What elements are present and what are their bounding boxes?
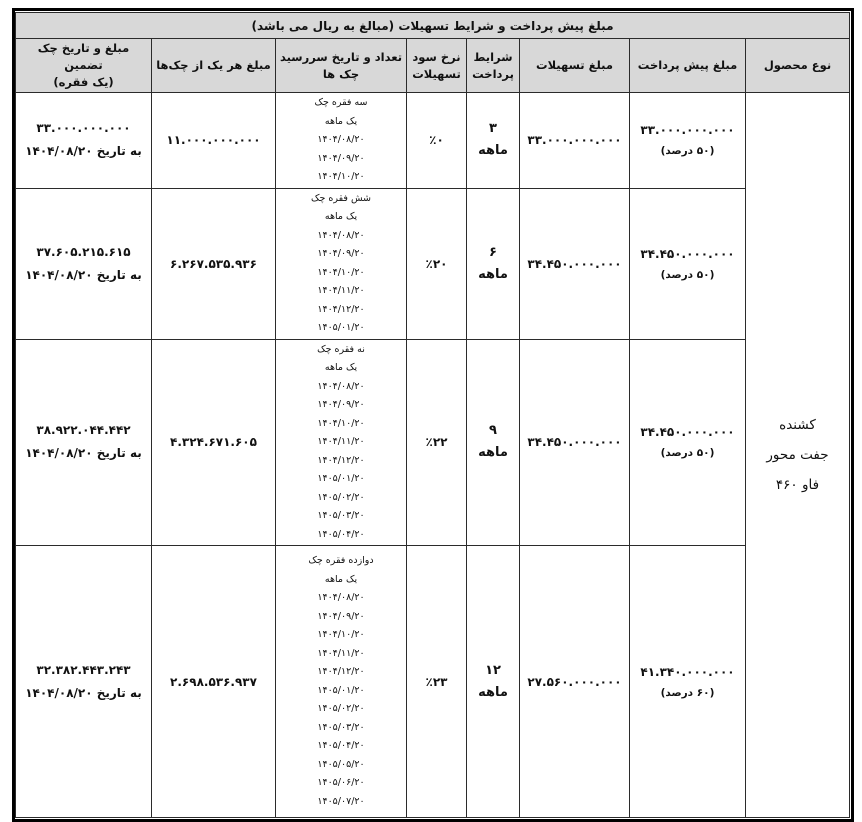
- cell-payment-term: [467, 93, 520, 189]
- cell-guarantee-check: [16, 339, 152, 546]
- cell-checks-schedule: سه فقره چک یک ماهه ۱۴۰۴/۰۸/۲۰ ۱۴۰۴/۰۹/۲۰ ۱۴۰۴/۱۰/۲۰: [276, 93, 407, 189]
- interest-rate-value: ٪۲۰: [425, 256, 448, 271]
- facility-amount: ۳۳.۰۰۰.۰۰۰.۰۰۰: [527, 133, 622, 148]
- payment-terms-table: [15, 12, 850, 818]
- cell-facility-amount: [520, 93, 630, 189]
- cell-checks-schedule: شش فقره چک یک ماهه ۱۴۰۴/۰۸/۲۰ ۱۴۰۴/۰۹/۲۰ ۱۴۰۴/۱۰/۲۰ ۱۴۰۴/۱۱/۲۰ ۱۴۰۴/۱۲/۲۰ ۱۴۰۵/۰۱/۲۰: [276, 188, 407, 339]
- interest-rate-value: ٪۰: [429, 133, 444, 148]
- facility-amount: ۳۴.۴۵۰.۰۰۰.۰۰۰: [527, 256, 622, 271]
- cell-facility-amount: [520, 339, 630, 546]
- table-header-row: [16, 39, 850, 93]
- term-unit: ماهه: [478, 266, 508, 282]
- guarantee-date: به تاریخ ۱۴۰۴/۰۸/۲۰: [25, 267, 142, 282]
- facility-amount: ۲۷.۵۶۰.۰۰۰.۰۰۰: [527, 674, 622, 689]
- cell-interest-rate: [407, 188, 467, 339]
- header-facility: مبلغ تسهیلات: [520, 39, 630, 93]
- down-payment-percent: (۵۰ درصد): [660, 268, 715, 281]
- table-row: [16, 188, 850, 339]
- header-check-amount: مبلغ هر یک از چک‌ها: [152, 39, 276, 93]
- guarantee-date: به تاریخ ۱۴۰۴/۰۸/۲۰: [25, 144, 142, 159]
- guarantee-date: به تاریخ ۱۴۰۴/۰۸/۲۰: [25, 446, 142, 461]
- table-title-row: [16, 13, 850, 39]
- term-months: ۱۲: [485, 662, 501, 678]
- cell-payment-term: [467, 188, 520, 339]
- cell-check-amount: [152, 339, 276, 546]
- cell-down-payment: [630, 546, 746, 818]
- cell-check-amount: [152, 93, 276, 189]
- guarantee-date: به تاریخ ۱۴۰۴/۰۸/۲۰: [25, 685, 142, 700]
- cell-down-payment: [630, 188, 746, 339]
- term-months: ۳: [489, 121, 497, 137]
- cell-interest-rate: [407, 93, 467, 189]
- down-payment-percent: (۵۰ درصد): [660, 145, 715, 158]
- down-payment-amount: ۴۱.۳۴۰.۰۰۰.۰۰۰: [640, 664, 735, 679]
- cell-interest-rate: [407, 339, 467, 546]
- check-amount-value: ۴.۳۲۴.۶۷۱.۶۰۵: [170, 435, 257, 450]
- header-interest-rate: نرخ سود تسهیلات: [407, 39, 467, 93]
- down-payment-percent: (۶۰ درصد): [660, 686, 715, 699]
- down-payment-amount: ۳۴.۴۵۰.۰۰۰.۰۰۰: [640, 425, 735, 440]
- cell-checks-schedule: نه فقره چک یک ماهه ۱۴۰۴/۰۸/۲۰ ۱۴۰۴/۰۹/۲۰ ۱۴۰۴/۱۰/۲۰ ۱۴۰۴/۱۱/۲۰ ۱۴۰۴/۱۲/۲۰ ۱۴۰۵/۰۱/۲۰ ۱۴۰۵/۰۲/۲۰ ۱۴۰۵/۰۳/۲۰ ۱۴۰۵/۰۴/۲۰: [276, 339, 407, 546]
- facility-amount: ۳۴.۴۵۰.۰۰۰.۰۰۰: [527, 435, 622, 450]
- check-amount-value: ۲.۶۹۸.۵۳۶.۹۳۷: [170, 674, 257, 689]
- term-unit: ماهه: [478, 445, 508, 461]
- cell-check-amount: [152, 188, 276, 339]
- header-guarantee-check: مبلغ و تاریخ چک تضمین (یک فقره): [16, 39, 152, 93]
- cell-down-payment: [630, 93, 746, 189]
- table-row: [16, 546, 850, 818]
- header-payment-terms: شرایط پرداخت: [467, 39, 520, 93]
- cell-guarantee-check: [16, 93, 152, 189]
- term-months: ۶: [489, 244, 497, 260]
- guarantee-amount: ۳۸.۹۲۲.۰۴۴.۴۴۲: [36, 423, 131, 438]
- term-unit: ماهه: [478, 684, 508, 700]
- guarantee-amount: ۳۲.۳۸۲.۴۴۳.۲۴۳: [36, 662, 131, 677]
- cell-facility-amount: [520, 546, 630, 818]
- cell-check-amount: [152, 546, 276, 818]
- cell-checks-schedule: دوازده فقره چک یک ماهه ۱۴۰۴/۰۸/۲۰ ۱۴۰۴/۰۹/۲۰ ۱۴۰۴/۱۰/۲۰ ۱۴۰۴/۱۱/۲۰ ۱۴۰۴/۱۲/۲۰ ۱۴۰۵/۰۱/۲۰ ۱۴۰۵/۰۲/۲۰ ۱۴۰۵/۰۳/۲۰ ۱۴۰۵/۰۴/۲۰ ۱۴۰۵/۰۵/۲۰ ۱۴۰۵/۰۶/۲۰ ۱۴۰۵/۰۷/۲۰: [276, 546, 407, 818]
- interest-rate-value: ٪۲۳: [425, 674, 448, 689]
- cell-facility-amount: [520, 188, 630, 339]
- cell-guarantee-check: [16, 188, 152, 339]
- down-payment-amount: ۳۳.۰۰۰.۰۰۰.۰۰۰: [640, 123, 735, 138]
- payment-terms-table-frame: [12, 8, 854, 822]
- check-amount-value: ۱۱.۰۰۰.۰۰۰.۰۰۰: [166, 133, 261, 148]
- cell-payment-term: [467, 546, 520, 818]
- down-payment-amount: ۳۴.۴۵۰.۰۰۰.۰۰۰: [640, 246, 735, 261]
- table-row: [16, 93, 850, 189]
- cell-interest-rate: [407, 546, 467, 818]
- table-row: [16, 339, 850, 546]
- guarantee-amount: ۳۳.۰۰۰.۰۰۰.۰۰۰: [36, 121, 131, 136]
- term-unit: ماهه: [478, 143, 508, 159]
- header-product: نوع محصول: [746, 39, 850, 93]
- header-checks-schedule: تعداد و تاریخ سررسید چک ها: [276, 39, 407, 93]
- term-months: ۹: [489, 423, 497, 439]
- cell-product-name: کشنده جفت محور فاو ۴۶۰: [746, 93, 850, 818]
- header-down-payment: مبلغ پیش پرداخت: [630, 39, 746, 93]
- cell-payment-term: [467, 339, 520, 546]
- cell-guarantee-check: [16, 546, 152, 818]
- cell-down-payment: [630, 339, 746, 546]
- down-payment-percent: (۵۰ درصد): [660, 447, 715, 460]
- interest-rate-value: ٪۲۲: [425, 435, 448, 450]
- table-title: مبلغ پیش پرداخت و شرایط تسهیلات (مبالغ به ریال می باشد): [16, 13, 850, 39]
- check-amount-value: ۶.۲۶۷.۵۳۵.۹۳۶: [170, 256, 257, 271]
- guarantee-amount: ۳۷.۶۰۵.۲۱۵.۶۱۵: [36, 244, 131, 259]
